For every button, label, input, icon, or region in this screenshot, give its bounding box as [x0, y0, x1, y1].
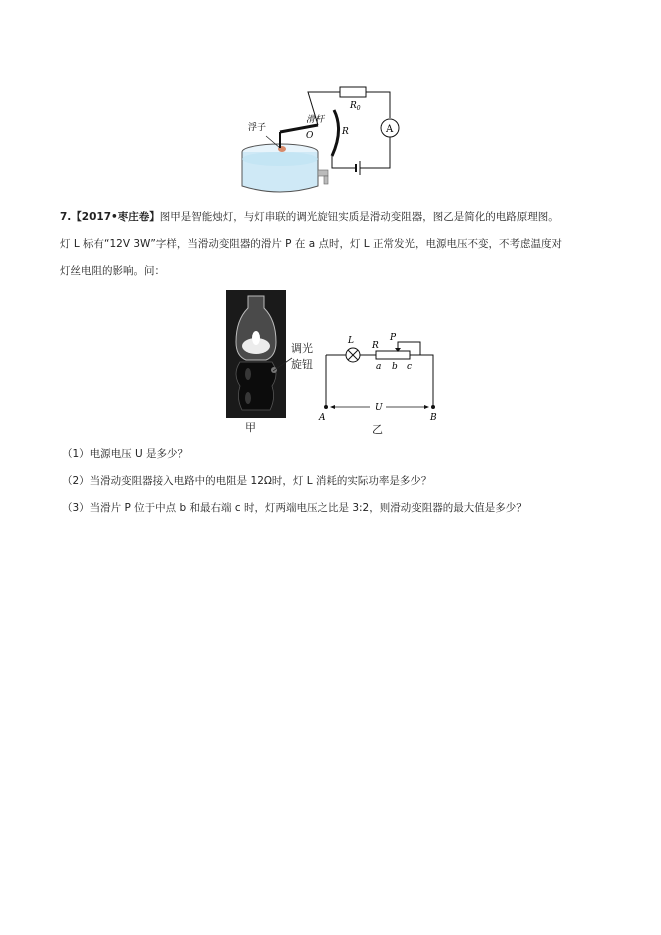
problem-line-1 — [60, 210, 559, 224]
problem-source: 【2017•枣庄卷】 — [71, 211, 160, 223]
float-circuit-figure — [232, 80, 412, 200]
r0-label: $R_0$ — [350, 101, 361, 112]
knob-label-1: 调光 — [291, 342, 313, 355]
caption-jia: 甲 — [245, 421, 256, 434]
label-B: B — [430, 413, 437, 423]
label-A: A — [319, 413, 326, 423]
candle-lamp-photo — [226, 290, 286, 418]
problem-line-2: 灯 L 标有“12V 3W”字样，当滑动变阻器的滑片 P 在 a 点时，灯 L 正常发光，电源电压不变，不考虑温度对 — [60, 238, 562, 250]
caption-yi: 乙 — [372, 423, 383, 436]
terminal-A — [324, 405, 328, 409]
label-L: L — [348, 336, 354, 346]
problem-number: 7. — [60, 211, 72, 223]
label-U: U — [375, 403, 383, 413]
problem-text-1: 图甲是智能烛灯，与灯串联的调光旋钮实质是滑动变阻器，图乙是简化的电路原理图。 — [159, 211, 559, 223]
label-R: R — [372, 341, 379, 351]
question-1: （1）电源电压 U 是多少？ — [62, 448, 189, 460]
o-label: O — [306, 131, 314, 141]
problem-line-3: 灯丝电阻的影响。问： — [60, 265, 165, 277]
question-2: （2）当滑动变阻器接入电路中的电阻是 12Ω时，灯 L 消耗的实际功率是多少？ — [62, 475, 432, 487]
label-b: b — [392, 362, 398, 372]
question-3: （3）当滑片 P 位于中点 b 和最右端 c 时，灯两端电压之比是 3:2，则滑动变阻器的最大值是多少？ — [62, 502, 527, 514]
circuit-diagram — [318, 330, 446, 430]
knob-label-2: 旋钮 — [291, 358, 313, 371]
r-label: R — [342, 127, 349, 137]
terminal-B — [431, 405, 435, 409]
rheostat-R — [376, 351, 410, 359]
rod-label: 滑杆 — [306, 115, 325, 125]
label-P: P — [390, 333, 397, 343]
ammeter-label: A — [386, 124, 394, 135]
label-c: c — [407, 362, 413, 372]
float-label: 浮子 — [248, 123, 267, 133]
label-a: a — [376, 362, 382, 372]
